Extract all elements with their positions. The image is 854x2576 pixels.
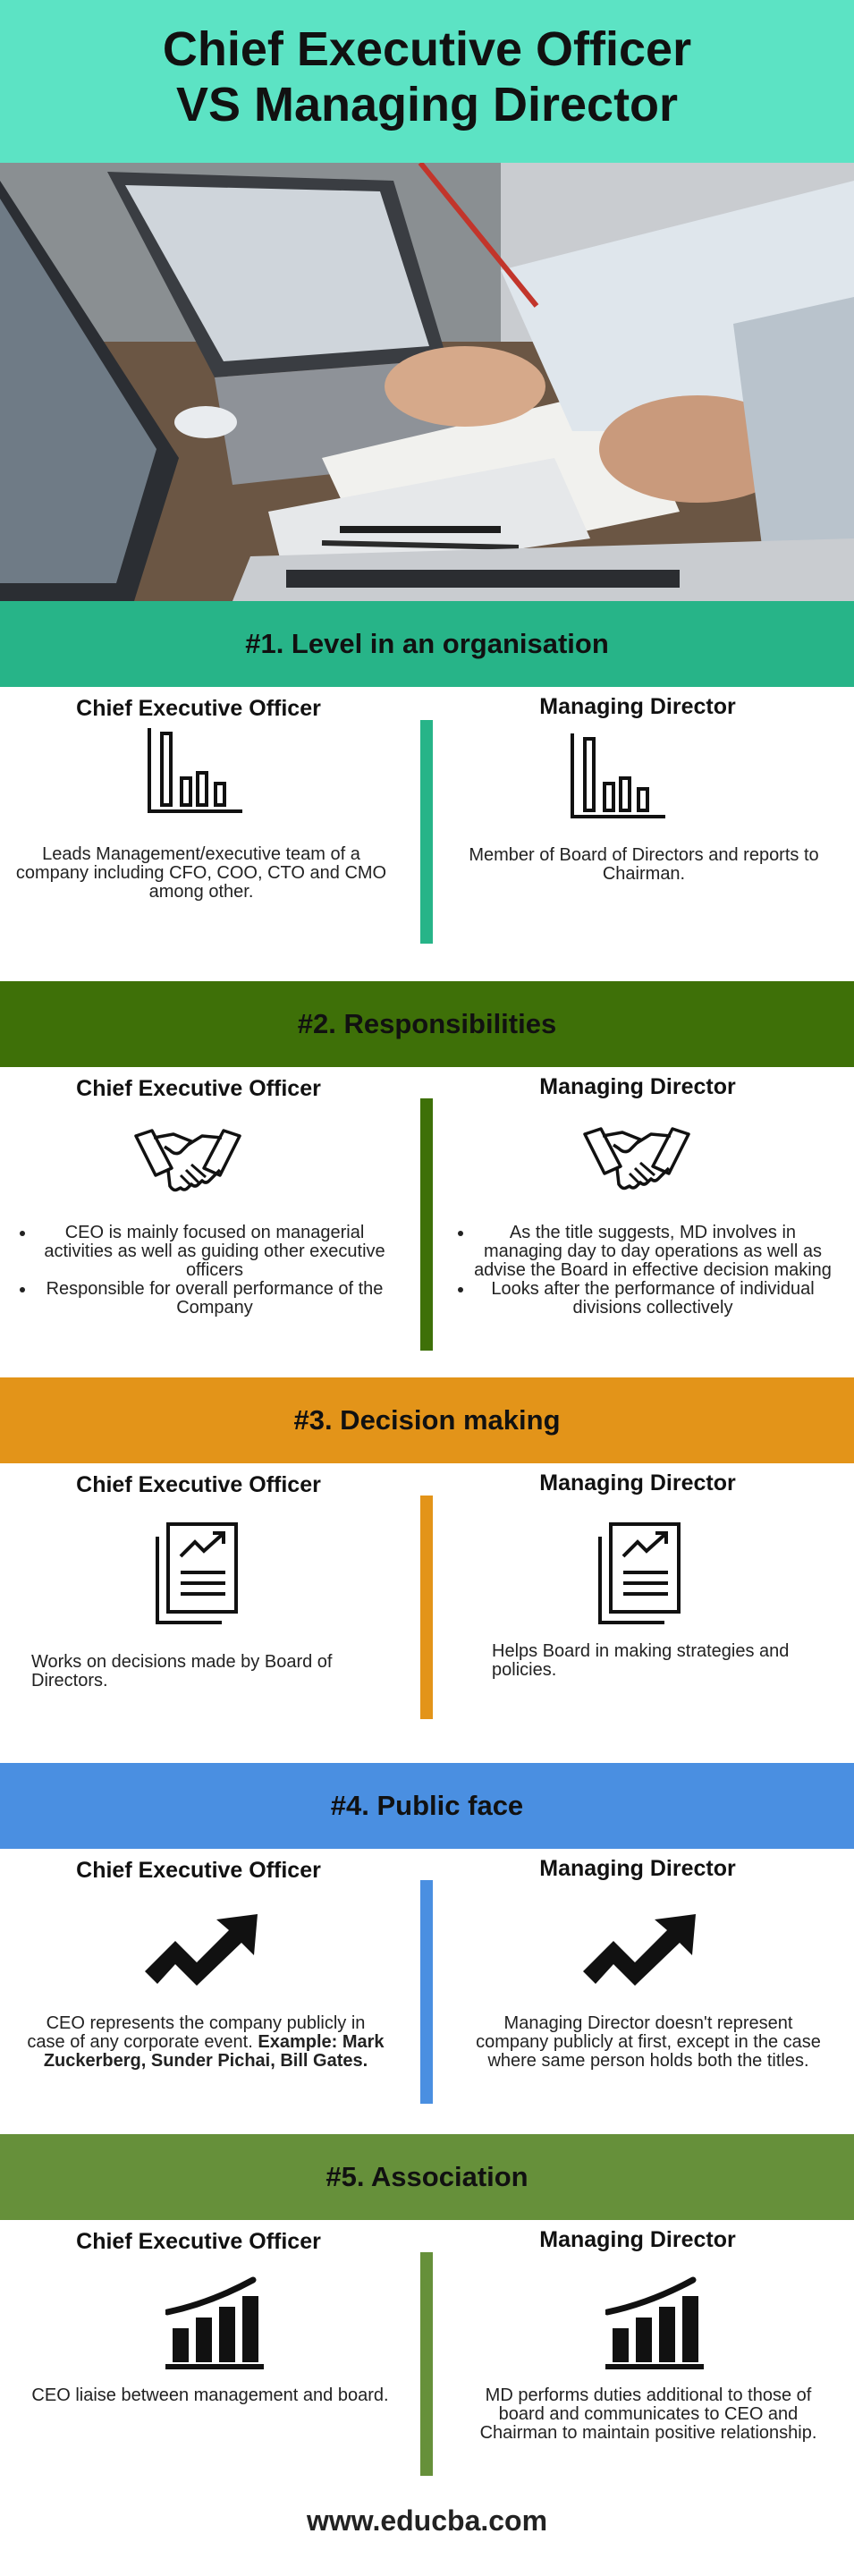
- md-description: MD performs duties additional to those of board and communicates to CEO and Chairman to maintain positive relationship.: [479, 2385, 817, 2443]
- office-photo: [0, 163, 854, 601]
- section-3-heading-band: [0, 1377, 854, 1463]
- list-item: • As the title suggests, MD involves in managing day to day operations as well as advise the Board in effective decision making: [474, 1224, 832, 1280]
- section-divider: [420, 1880, 433, 2104]
- report-chart-icon: [152, 1521, 241, 1628]
- section-divider: [420, 1496, 433, 1719]
- trend-up-arrow-icon: [581, 1914, 698, 1986]
- section-2-heading-band: [0, 981, 854, 1067]
- section-5-heading-band: [0, 2134, 854, 2220]
- left-column-title: Chief Executive Officer: [76, 2229, 321, 2254]
- right-column-title: Managing Director: [539, 1470, 736, 1496]
- right-column-title: Managing Director: [539, 1074, 736, 1099]
- report-chart-icon: [595, 1521, 684, 1628]
- list-item: • CEO is mainly focused on managerial activities as well as guiding other executive officers: [36, 1224, 393, 1280]
- section-divider: [420, 2252, 433, 2476]
- footer-url: www.educba.com: [306, 2504, 548, 2537]
- section-divider: [420, 720, 433, 944]
- growth-chart-icon: [605, 2276, 704, 2370]
- bar-chart-icon: [146, 726, 244, 816]
- ceo-description: CEO liaise between management and board.: [31, 2385, 389, 2405]
- section-heading: #3. Decision making: [293, 1404, 561, 1436]
- right-column-title: Managing Director: [539, 2227, 736, 2252]
- ceo-responsibilities: [18, 1224, 393, 1318]
- right-column-title: Managing Director: [539, 694, 736, 719]
- trend-up-arrow-icon: [143, 1914, 259, 1986]
- md-responsibilities: [456, 1224, 832, 1318]
- section-divider: [420, 1098, 433, 1351]
- md-description: Member of Board of Directors and reports to Chairman.: [469, 845, 819, 884]
- handshake-icon: [583, 1123, 690, 1195]
- page-title: Chief Executive Officer VS Managing Director: [162, 22, 692, 131]
- section-1-heading-band: [0, 601, 854, 687]
- list-item: • Responsible for overall performance of the Company: [36, 1280, 393, 1318]
- title-banner: [0, 0, 854, 163]
- left-column-title: Chief Executive Officer: [76, 1076, 321, 1101]
- handshake-icon: [134, 1125, 241, 1197]
- example-label: Example:: [258, 2032, 338, 2052]
- ceo-description: Leads Management/executive team of a company including CFO, COO, CTO and CMO among other.: [15, 844, 387, 902]
- growth-chart-icon: [165, 2276, 264, 2370]
- left-column-title: Chief Executive Officer: [76, 1858, 321, 1883]
- section-heading: #1. Level in an organisation: [245, 628, 609, 659]
- example-names: Mark Zuckerberg, Sunder Pichai, Bill Gates.: [43, 2032, 385, 2071]
- left-column-title: Chief Executive Officer: [76, 1472, 321, 1497]
- list-item: • Looks after the performance of individual divisions collectively: [474, 1280, 832, 1318]
- section-heading: #2. Responsibilities: [297, 1008, 557, 1039]
- md-description: Managing Director doesn't represent company publicly at first, except in the case where same person holds both the titles.: [476, 2013, 821, 2071]
- bar-chart-icon: [569, 732, 667, 821]
- section-heading: #5. Association: [326, 2161, 528, 2192]
- section-heading: #4. Public face: [330, 1790, 524, 1821]
- ceo-description: CEO represents the company publicly in case of any corporate event. Example: Mark Zuckerberg, Sunder Pichai, Bill Gates.: [27, 2013, 385, 2071]
- ceo-description: Works on decisions made by Board of Directors.: [31, 1652, 333, 1690]
- md-description: Helps Board in making strategies and policies.: [492, 1641, 790, 1680]
- section-4-heading-band: [0, 1763, 854, 1849]
- right-column-title: Managing Director: [539, 1856, 736, 1881]
- office-photo-illustration: [0, 163, 854, 601]
- left-column-title: Chief Executive Officer: [76, 696, 321, 721]
